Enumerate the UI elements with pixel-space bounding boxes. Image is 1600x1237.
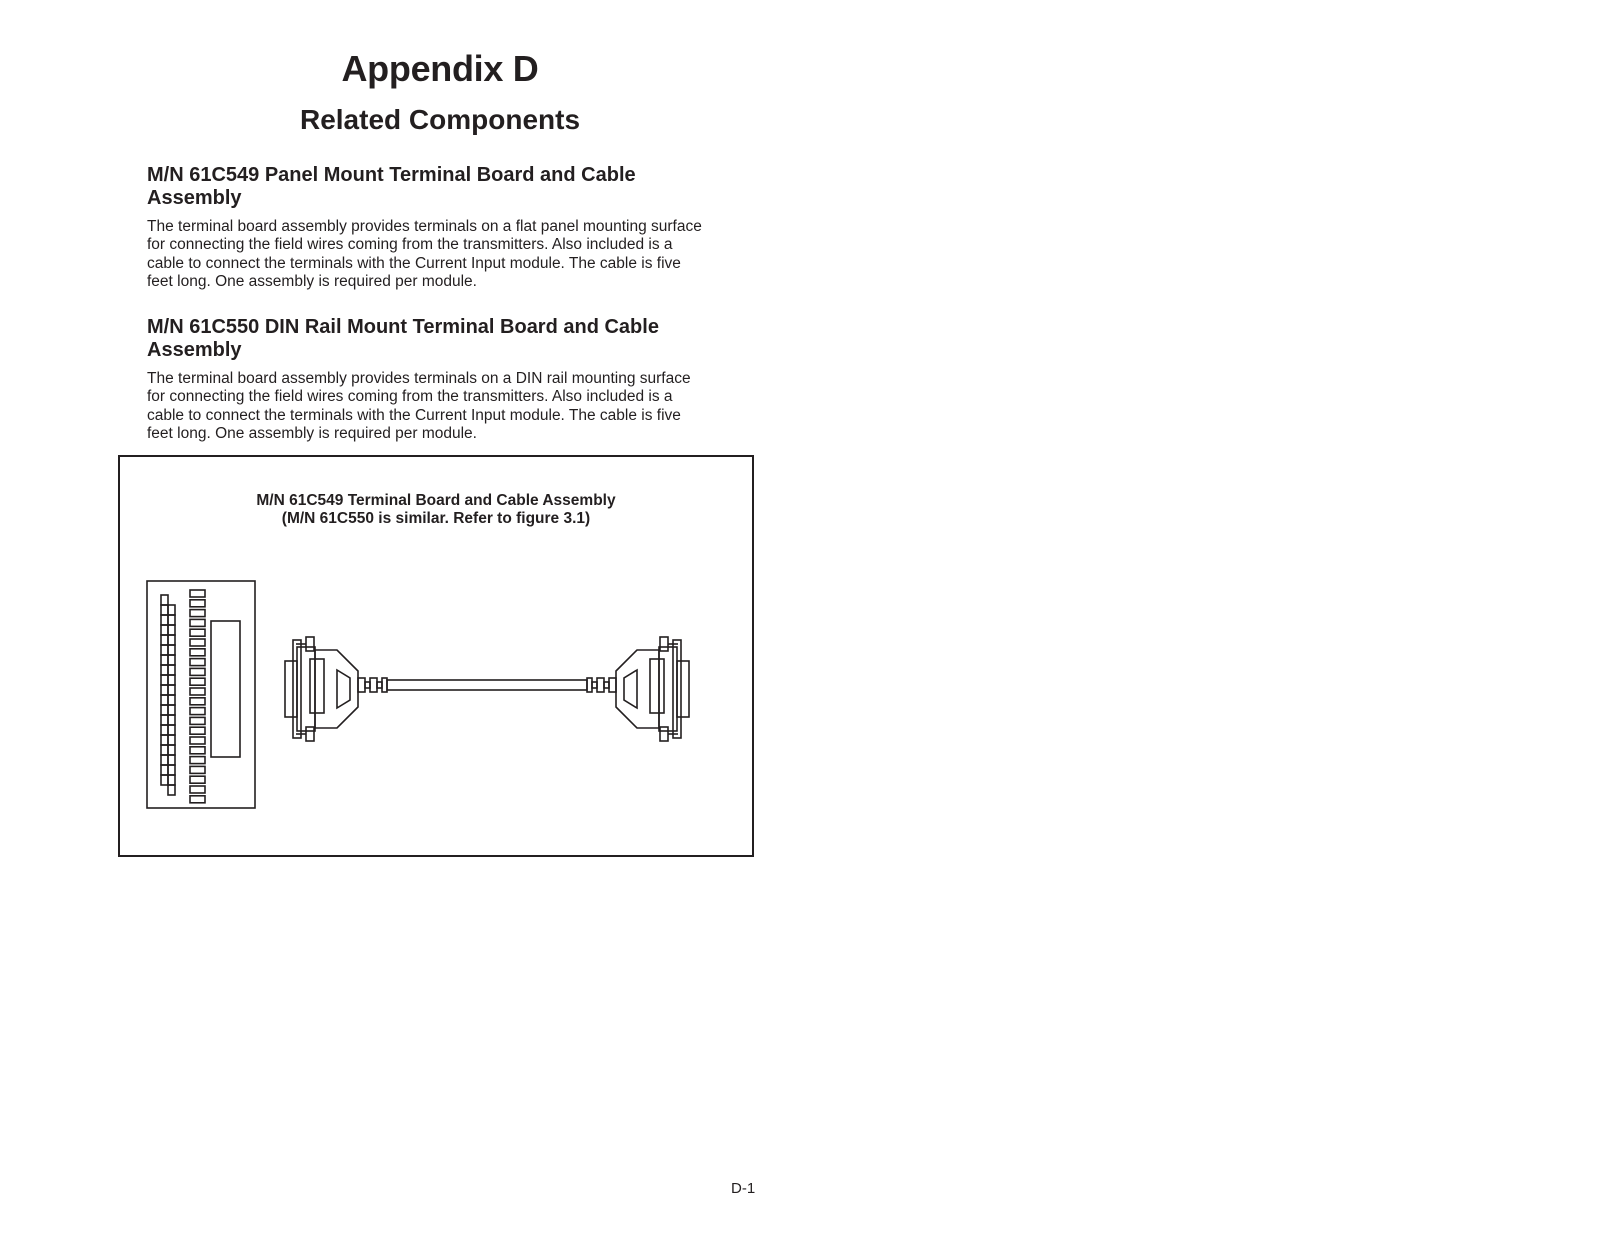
terminal-contact (161, 685, 168, 695)
body-line: feet long. One assembly is required per module. (147, 424, 477, 442)
cable-assembly (285, 637, 689, 741)
terminal-contact (168, 755, 175, 765)
terminal-contact (161, 645, 168, 655)
terminal-contact (168, 655, 175, 665)
terminal-screw (190, 688, 205, 695)
terminal-screw (190, 698, 205, 705)
terminal-screw (190, 639, 205, 646)
terminal-contact (161, 705, 168, 715)
body-line: The terminal board assembly provides terminals on a flat panel mounting surface (147, 218, 702, 235)
section-heading-line: Assembly (147, 339, 242, 361)
terminal-strip-left (161, 595, 175, 795)
terminal-contact (168, 615, 175, 625)
terminal-contact (168, 785, 175, 795)
terminal-contact (161, 735, 168, 745)
cable (387, 680, 587, 690)
terminal-contact (168, 645, 175, 655)
terminal-contact (161, 725, 168, 735)
terminal-contact (168, 675, 175, 685)
cable-connector-right (587, 637, 689, 741)
terminal-contact (168, 765, 175, 775)
terminal-contact (161, 605, 168, 615)
terminal-screw (190, 717, 205, 724)
terminal-screw (190, 600, 205, 607)
terminal-contact (161, 635, 168, 645)
terminal-contact (168, 735, 175, 745)
terminal-contact (161, 755, 168, 765)
terminal-contact (168, 625, 175, 635)
terminal-strip-right (190, 590, 205, 803)
terminal-screw (190, 649, 205, 656)
terminal-contact (168, 715, 175, 725)
terminal-screw (190, 766, 205, 773)
terminal-contact (161, 775, 168, 785)
cable-connector-left (285, 637, 387, 741)
terminal-screw (190, 737, 205, 744)
terminal-contact (168, 685, 175, 695)
figure-caption-line: (M/N 61C550 is similar. Refer to figure 3.1) (281, 510, 591, 527)
terminal-screw (190, 727, 205, 734)
body-line: cable to connect the terminals with the Current Input module. The cable is five (147, 406, 681, 424)
body-line: cable to connect the terminals with the Current Input module. The cable is five (147, 254, 681, 272)
figure-caption-line: M/N 61C549 Terminal Board and Cable Assembly (256, 492, 616, 509)
terminal-contact (168, 775, 175, 785)
terminal-contact (161, 625, 168, 635)
terminal-screw (190, 796, 205, 803)
terminal-board (147, 581, 255, 808)
terminal-screw (190, 619, 205, 626)
page-number: D-1 (731, 1180, 756, 1197)
section-61c549 (147, 164, 747, 291)
section-61c550 (147, 316, 747, 443)
terminal-contact (161, 665, 168, 675)
body-line: for connecting the field wires coming from the transmitters. Also included is a (147, 236, 673, 254)
section-heading-line: M/N 61C549 Panel Mount Terminal Board and Cable (147, 164, 636, 186)
terminal-screw (190, 708, 205, 715)
terminal-contact (161, 595, 168, 605)
appendix-title: Appendix D (341, 48, 539, 89)
section-heading (147, 164, 747, 210)
terminal-contact (161, 695, 168, 705)
terminal-screw (190, 747, 205, 754)
terminal-contact (161, 765, 168, 775)
section-heading (147, 316, 747, 362)
terminal-contact (168, 605, 175, 615)
body-line: for connecting the field wires coming from the transmitters. Also included is a (147, 388, 673, 406)
terminal-contact (168, 695, 175, 705)
terminal-contact (168, 635, 175, 645)
body-line: feet long. One assembly is required per module. (147, 272, 477, 290)
terminal-screw (190, 610, 205, 617)
terminal-contact (161, 745, 168, 755)
page-title: Related Components (299, 104, 581, 135)
terminal-screw (190, 659, 205, 666)
terminal-contact (161, 615, 168, 625)
section-body (147, 218, 747, 291)
section-heading-line: M/N 61C550 DIN Rail Mount Terminal Board and Cable (147, 316, 659, 338)
terminal-screw (190, 678, 205, 685)
section-body (147, 370, 747, 443)
board-connector-socket (211, 621, 240, 757)
terminal-board-cable-drawing (120, 457, 752, 855)
terminal-contact (161, 715, 168, 725)
section-heading-line: Assembly (147, 187, 242, 209)
body-line: The terminal board assembly provides terminals on a DIN rail mounting surface (147, 370, 691, 387)
terminal-contact (161, 655, 168, 665)
terminal-screw (190, 590, 205, 597)
terminal-screw (190, 786, 205, 793)
figure-box (118, 455, 754, 857)
terminal-contact (168, 725, 175, 735)
terminal-screw (190, 757, 205, 764)
terminal-contact (168, 665, 175, 675)
terminal-contact (161, 675, 168, 685)
terminal-screw (190, 629, 205, 636)
terminal-contact (168, 705, 175, 715)
terminal-screw (190, 668, 205, 675)
terminal-screw (190, 776, 205, 783)
terminal-contact (168, 745, 175, 755)
